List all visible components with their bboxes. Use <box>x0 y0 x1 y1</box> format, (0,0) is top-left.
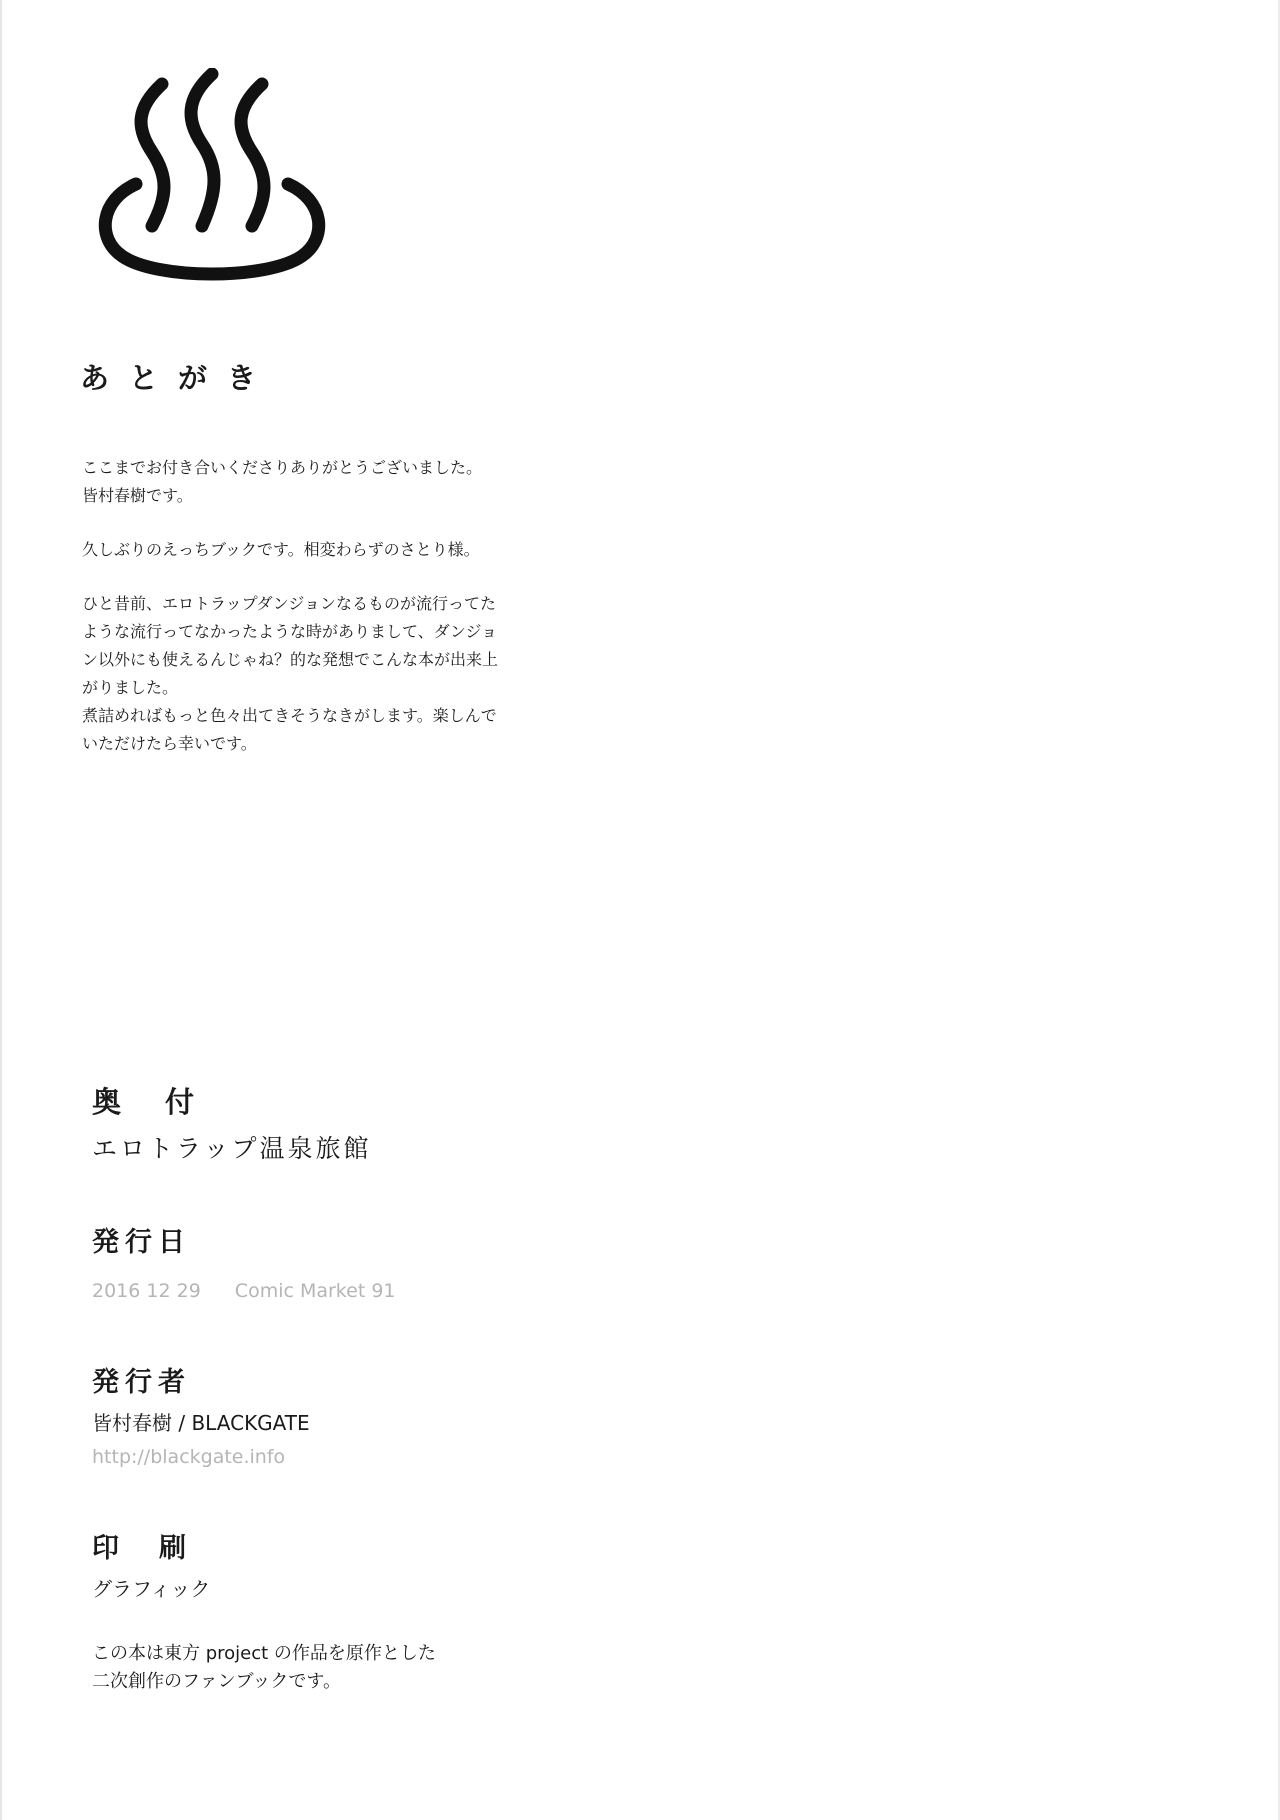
colophon-title: 奥付 <box>92 1085 239 1119</box>
publisher-url: http://blackgate.info <box>92 1446 286 1468</box>
issue-date-value <box>92 1274 592 1308</box>
note-line: この本は東方 project の作品を原作とした <box>92 1643 436 1664</box>
publisher-label: 発行者 <box>92 1367 191 1398</box>
publisher-name: 皆村春樹 / BLACKGATE <box>92 1411 310 1435</box>
note-line: 二次創作のファンブックです。 <box>92 1671 341 1692</box>
afterword-line: 久しぶりのえっちブックです。相変わらずのさとり様。 <box>82 540 480 559</box>
book-title: エロトラップ温泉旅館 <box>92 1134 372 1163</box>
afterword-line: ン以外にも使えるんじゃね？的な発想でこんな本が出来上 <box>82 650 499 669</box>
afterword-line: がりました。 <box>82 678 179 697</box>
afterword-paragraph <box>82 536 532 564</box>
hot-spring-icon <box>96 68 328 300</box>
printer-name: グラフィック <box>92 1577 211 1601</box>
afterword-paragraph <box>82 590 532 758</box>
page-edge-left <box>0 0 2 1820</box>
issue-event: Comic Market 91 <box>234 1280 396 1302</box>
afterword-line: 煮詰めればもっと色々出てきそうなきがします。楽しんで <box>82 706 497 725</box>
afterword-line: ここまでお付き合いくださりありがとうございました。 <box>82 458 483 477</box>
afterword-line: 皆村春樹です。 <box>82 486 193 505</box>
colophon <box>92 1080 592 1696</box>
afterword-paragraph <box>82 454 532 510</box>
afterword-title: あとがき <box>80 361 277 395</box>
issue-date-label: 発行日 <box>92 1227 191 1258</box>
afterword-line: ひと昔前、エロトラップダンジョンなるものが流行ってた <box>82 594 497 613</box>
fan-book-note <box>92 1640 592 1696</box>
afterword-line: いただけたら幸いです。 <box>82 734 257 753</box>
issue-date: 2016 12 29 <box>92 1280 201 1302</box>
afterword-line: ような流行ってなかったような時がありまして、ダンジョ <box>82 622 498 641</box>
printer-label: 印刷 <box>92 1533 226 1564</box>
afterword-body <box>82 454 532 784</box>
